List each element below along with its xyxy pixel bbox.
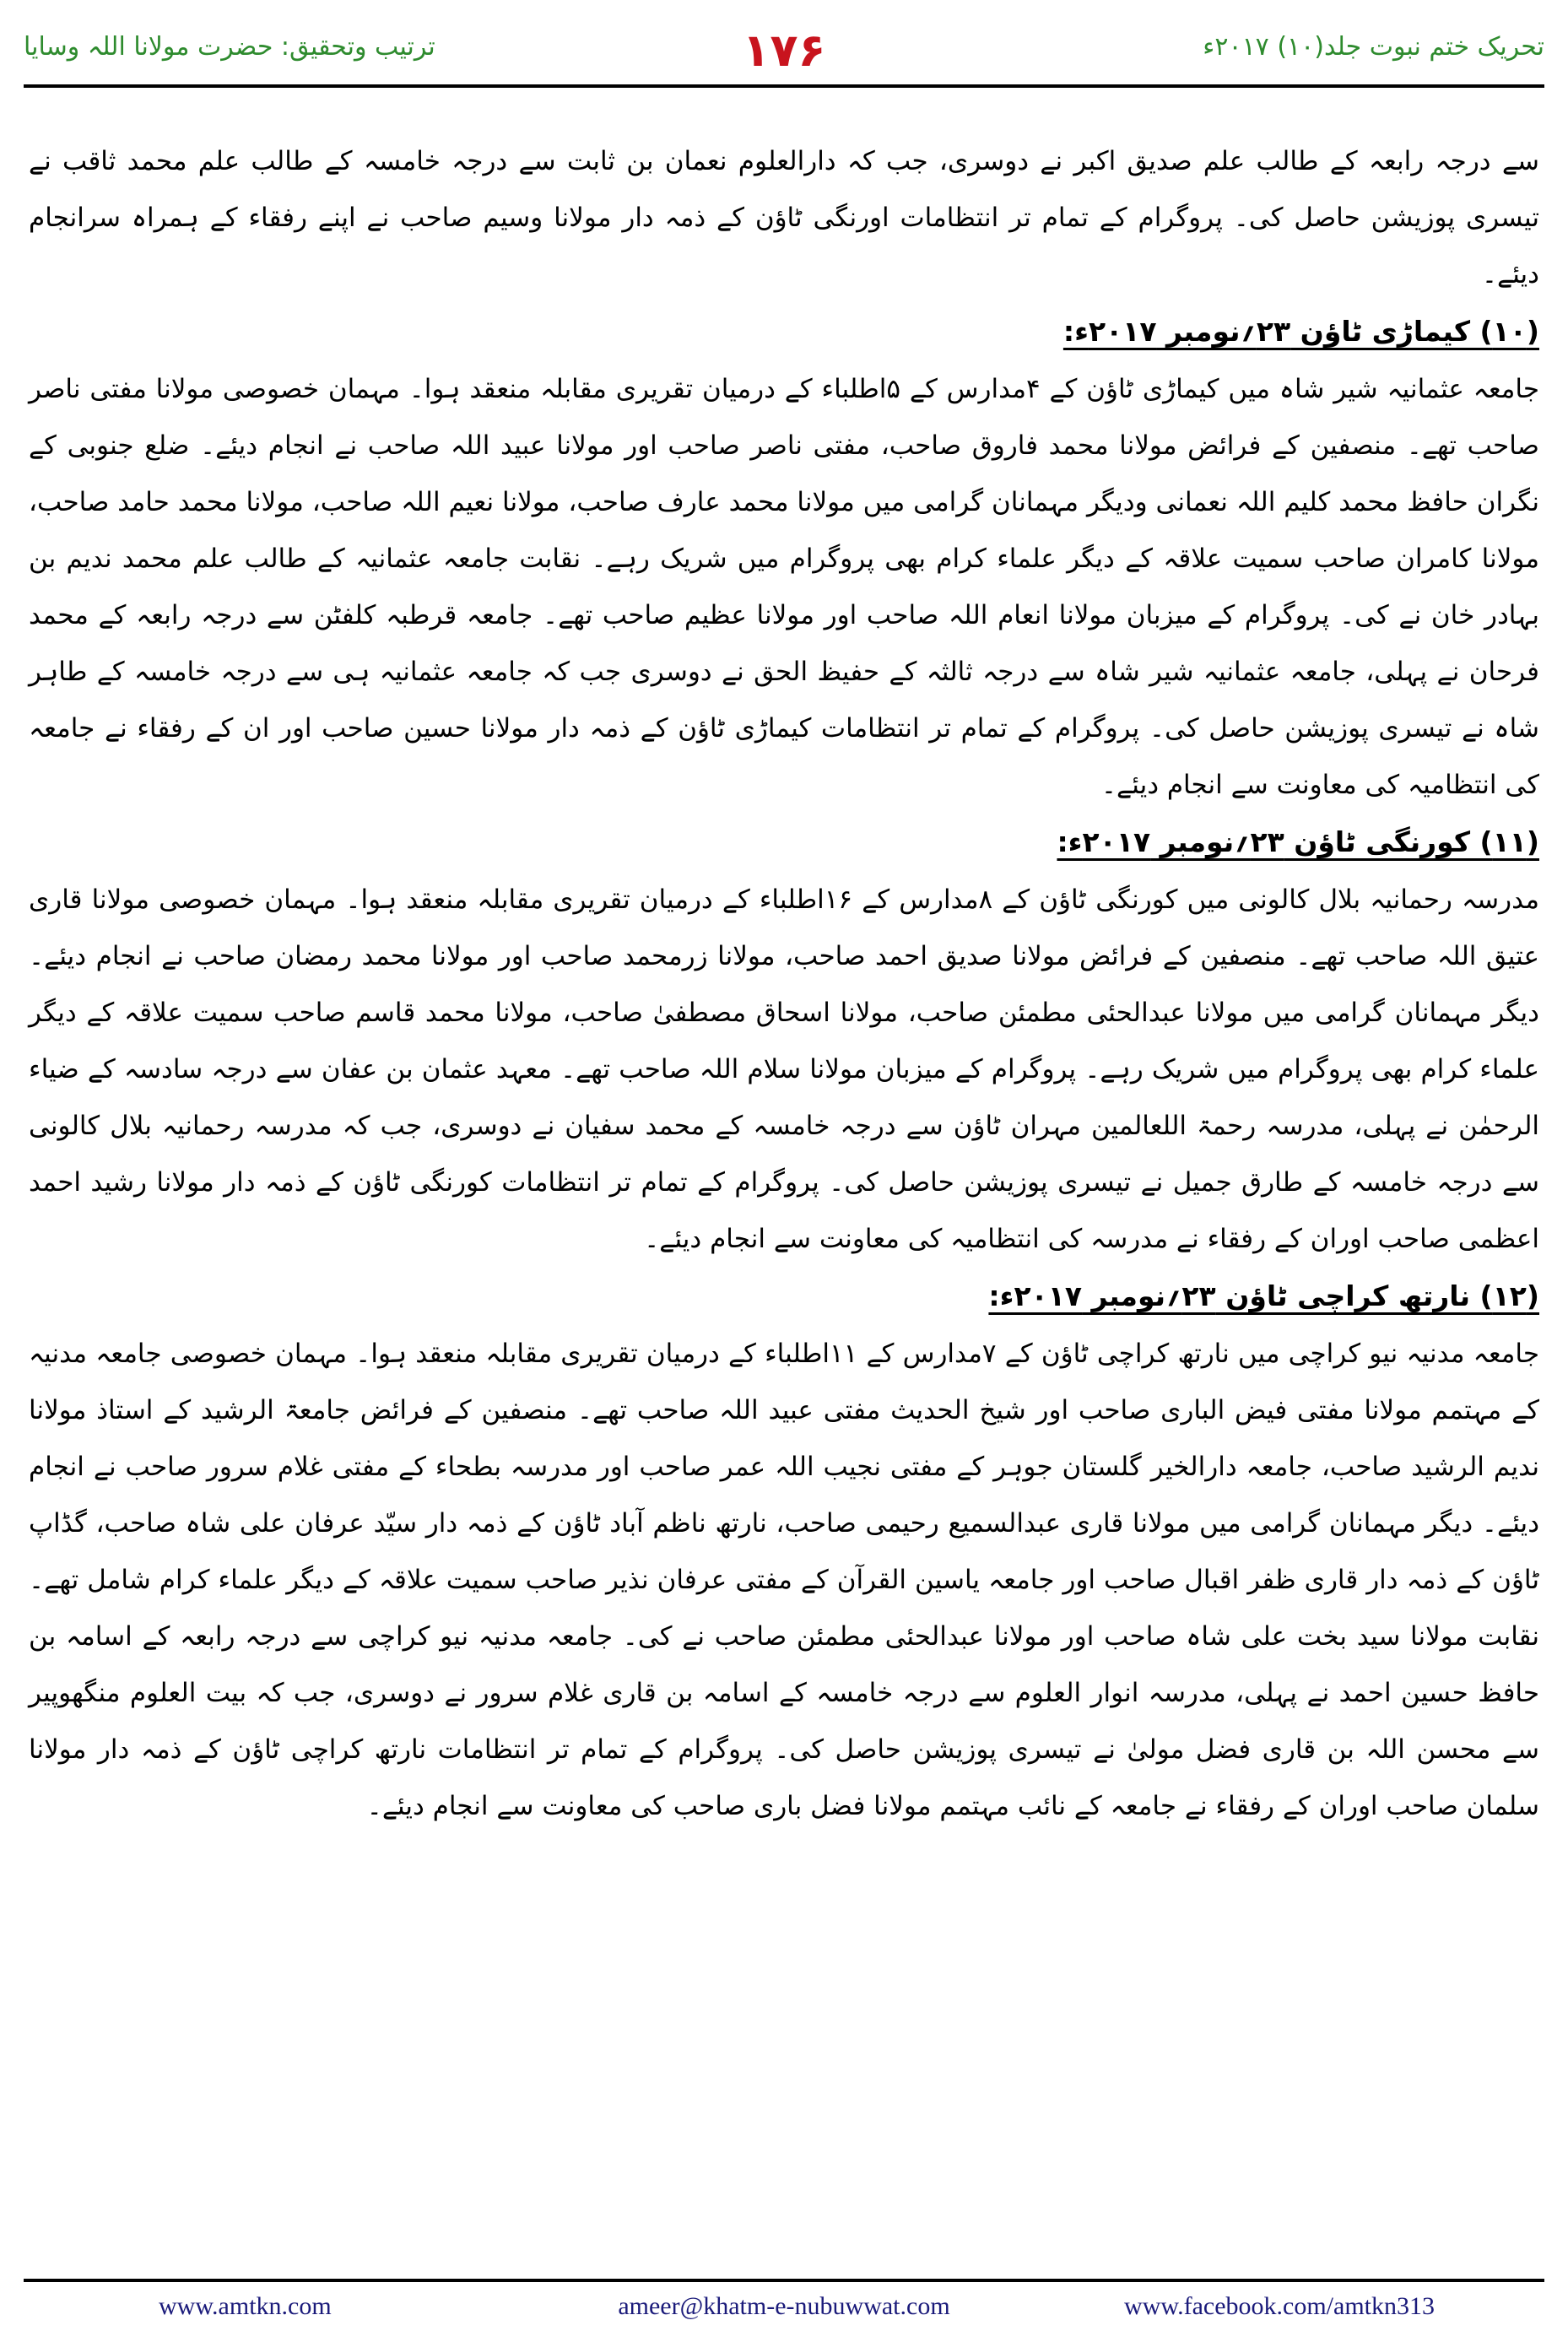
compiler-credit: ترتیب وتحقیق: حضرت مولانا اللہ وسایا [24, 32, 435, 62]
intro-paragraph: سے درجہ رابعہ کے طالب علم صدیق اکبر نے دوسری، جب کہ دارالعلوم نعمان بن ثابت سے درجہ خامسہ کے طالب علم محمد ثاقب نے تیسری پوزیشن حاصل کی۔ پروگرام کے تمام تر انتظامات اورنگی ٹاؤن کے ذمہ دار مولانا وسیم صاحب نے اپنے رفقاء کے ہمراہ سرانجام دیئے۔ [29, 146, 1539, 289]
page-body [29, 133, 1539, 2260]
email-link[interactable]: ameer@khatm-e-nubuwwat.com [618, 2292, 950, 2320]
page-footer [24, 2289, 1544, 2331]
header-divider [24, 84, 1544, 88]
footer-divider [24, 2279, 1544, 2282]
section-12-paragraph: جامعہ مدنیہ نیو کراچی میں نارتھ کراچی ٹاؤن کے ۷مدارس کے ۱۱اطلباء کے درمیان تقریری مقابلہ منعقد ہوا۔ مہمان خصوصی جامعہ مدنیہ کے مہتمم مولانا مفتی فیض الباری صاحب اور شیخ الحدیث مفتی عبید اللہ صاحب تھے۔ منصفین کے فرائض جامعۃ الرشید کے استاذ مولانا ندیم الرشید صاحب، جامعہ دارالخیر گلستان جوہر کے مفتی نجیب اللہ عمر صاحب اور مدرسہ بطحاء کے مفتی غلام سرور صاحب نے انجام دیئے۔ دیگر مہمانان گرامی میں مولانا قاری عبدالسمیع رحیمی صاحب، نارتھ ناظم آباد ٹاؤن کے ذمہ دار سیّد عرفان علی شاہ صاحب، گڈاپ ٹاؤن کے ذمہ دار قاری ظفر اقبال صاحب اور جامعہ یاسین القرآن کے مفتی عرفان نذیر صاحب سمیت علاقہ کے دیگر علماء کرام شامل تھے۔ نقابت مولانا سید بخت علی شاہ صاحب اور مولانا عبدالحئی مطمئن صاحب نے کی۔ جامعہ مدنیہ نیو کراچی سے درجہ رابعہ کے اسامہ بن حافظ حسین احمد نے پہلی، مدرسہ انوار العلوم سے درجہ خامسہ کے اسامہ بن قاری غلام سرور نے دوسری، جب کہ بیت العلوم منگھوپیر سے محسن اللہ بن قاری فضل مولیٰ نے تیسری پوزیشن حاصل کی۔ پروگرام کے تمام تر انتظامات نارتھ کراچی ٹاؤن کے ذمہ دار مولانا سلمان صاحب اوران کے رفقاء نے جامعہ کے نائب مہتمم مولانا فضل باری صاحب کی معاونت سے انجام دیئے۔ [29, 1339, 1539, 1821]
section-11-paragraph: مدرسہ رحمانیہ بلال کالونی میں کورنگی ٹاؤن کے ۸مدارس کے ۱۶اطلباء کے درمیان تقریری مقابلہ منعقد ہوا۔ مہمان خصوصی مولانا قاری عتیق اللہ صاحب تھے۔ منصفین کے فرائض مولانا صدیق احمد صاحب، مولانا زرمحمد صاحب اور مولانا محمد رمضان صاحب نے انجام دیئے۔ دیگر مہمانان گرامی میں مولانا عبدالحئی مطمئن صاحب، مولانا اسحاق مصطفیٰ صاحب، مولانا محمد قاسم صاحب سمیت علاقہ کے دیگر علماء کرام بھی پروگرام میں شریک رہے۔ پروگرام کے میزبان مولانا سلام اللہ صاحب تھے۔ معہد عثمان بن عفان سے درجہ سادسہ کے ضیاء الرحمٰن نے پہلی، مدرسہ رحمۃ اللعالمین مہران ٹاؤن سے درجہ خامسہ کے محمد سفیان نے دوسری، جب کہ مدرسہ رحمانیہ بلال کالونی سے درجہ خامسہ کے طارق جمیل نے تیسری پوزیشن حاصل کی۔ پروگرام کے تمام تر انتظامات کورنگی ٹاؤن کے ذمہ دار مولانا رشید احمد اعظمی صاحب اوران کے رفقاء نے مدرسہ کی انتظامیہ کی معاونت سے انجام دیئے۔ [29, 884, 1539, 1254]
section-10-paragraph: جامعہ عثمانیہ شیر شاہ میں کیماڑی ٹاؤن کے ۴مدارس کے ۵اطلباء کے درمیان تقریری مقابلہ منعقد ہوا۔ مہمان خصوصی مولانا مفتی ناصر صاحب تھے۔ منصفین کے فرائض مولانا محمد فاروق صاحب، مفتی ناصر صاحب اور مولانا عبید اللہ صاحب نے انجام دیئے۔ ضلع جنوبی کے نگران حافظ محمد کلیم اللہ نعمانی ودیگر مہمانان گرامی میں مولانا محمد عارف صاحب، مولانا نعیم اللہ صاحب، مولانا محمد حامد صاحب، مولانا کامران صاحب سمیت علاقہ کے دیگر علماء کرام بھی پروگرام میں شریک رہے۔ نقابت جامعہ عثمانیہ کے طالب علم محمد ندیم بن بہادر خان نے کی۔ پروگرام کے میزبان مولانا انعام اللہ صاحب اور مولانا عظیم صاحب تھے۔ جامعہ قرطبہ کلفٹن سے درجہ رابعہ کے محمد فرحان نے پہلی، جامعہ عثمانیہ شیر شاہ سے درجہ ثالثہ کے حفیظ الحق نے دوسری جب کہ جامعہ عثمانیہ ہی سے درجہ خامسہ کے طاہر شاہ نے تیسری پوزیشن حاصل کی۔ پروگرام کے تمام تر انتظامات کیماڑی ٹاؤن کے ذمہ دار مولانا حسین صاحب اور ان کے رفقاء نے جامعہ کی انتظامیہ کی معاونت سے انجام دیئے۔ [29, 374, 1539, 800]
website-link[interactable]: www.amtkn.com [159, 2292, 332, 2320]
page-number: ۱۷۶ [742, 24, 826, 77]
section-12-heading: (۱۲) نارتھ کراچی ٹاؤن ۲۳؍نومبر ۲۰۱۷ء: [988, 1279, 1539, 1312]
book-title: تحریک ختم نبوت جلد(۱۰) ۲۰۱۷ء [1203, 32, 1544, 62]
page-header [24, 24, 1544, 77]
facebook-link[interactable]: www.facebook.com/amtkn313 [1124, 2292, 1435, 2320]
section-10-heading: (۱۰) کیماڑی ٹاؤن ۲۳؍نومبر ۲۰۱۷ء: [1062, 315, 1539, 348]
section-11-heading: (۱۱) کورنگی ٹاؤن ۲۳؍نومبر ۲۰۱۷ء: [1057, 825, 1539, 858]
